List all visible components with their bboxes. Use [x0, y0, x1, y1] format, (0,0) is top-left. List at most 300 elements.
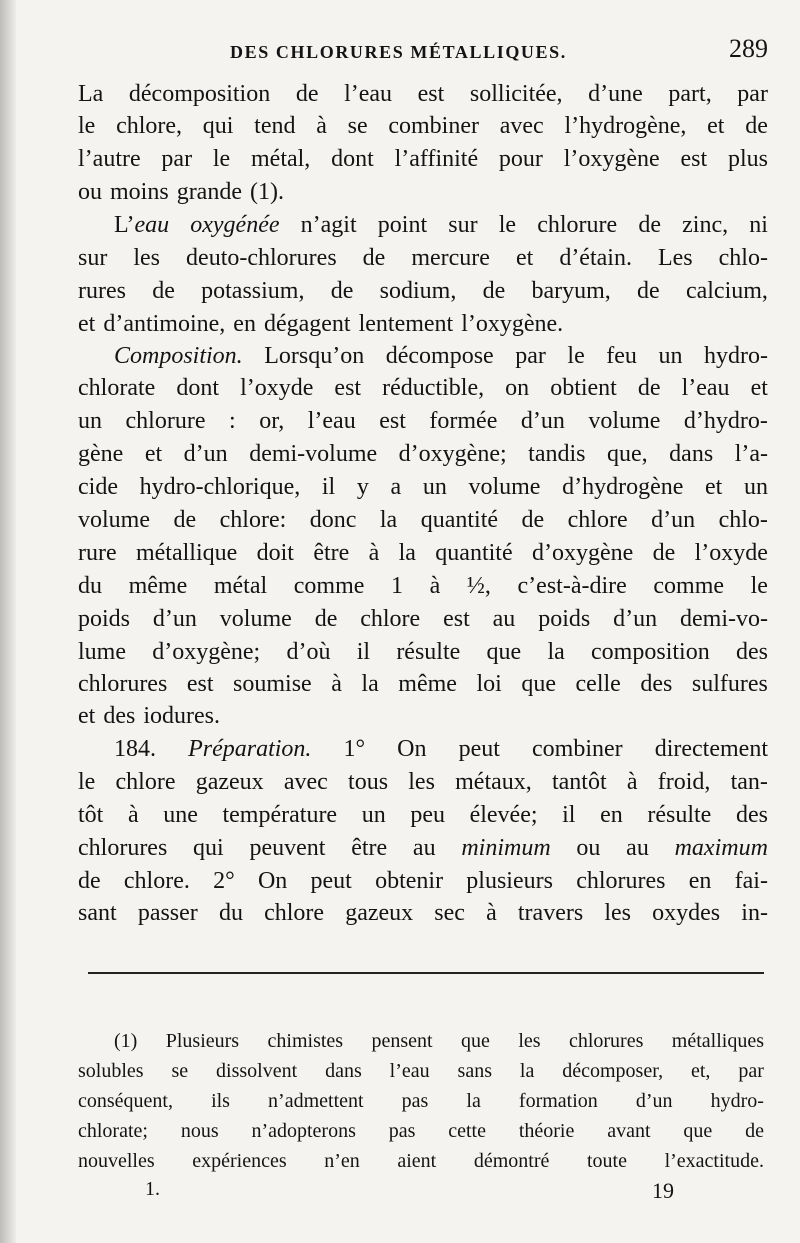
text-fragment: métaux,	[455, 769, 532, 795]
word	[176, 372, 219, 404]
text-fragment: est	[334, 375, 362, 401]
word	[138, 897, 198, 929]
word	[369, 537, 380, 569]
word	[78, 668, 167, 700]
text-fragment: dégagent	[263, 311, 351, 337]
text-fragment: on	[505, 375, 530, 401]
word	[591, 636, 710, 668]
word	[140, 471, 301, 503]
word	[564, 143, 660, 175]
italic-fragment: oxygénée	[190, 212, 280, 238]
word	[201, 275, 304, 307]
text-fragment: point	[377, 212, 428, 238]
text-line	[78, 733, 768, 765]
word	[461, 308, 563, 340]
page-header	[78, 30, 768, 70]
word	[78, 438, 123, 470]
text-fragment: volume	[78, 507, 150, 533]
text-fragment: d’hydrogène	[562, 474, 684, 500]
word	[522, 504, 545, 536]
word	[316, 110, 327, 142]
word	[519, 1116, 575, 1146]
word	[550, 372, 617, 404]
word	[627, 766, 638, 798]
word	[110, 176, 169, 208]
text-fragment: chlorures	[78, 671, 168, 697]
word	[515, 340, 546, 372]
word	[152, 275, 175, 307]
word	[470, 78, 563, 110]
text-fragment: solubles	[78, 1060, 144, 1082]
word	[562, 1056, 663, 1086]
text-fragment: sulfures	[691, 671, 768, 697]
text-fragment: demi-volume	[249, 441, 378, 467]
text-line	[78, 110, 768, 142]
text-fragment: sant	[78, 900, 117, 926]
text-fragment: (1).	[249, 179, 284, 205]
word	[133, 242, 160, 274]
text-fragment: quantité	[420, 507, 499, 533]
word	[171, 1056, 188, 1086]
word	[434, 897, 465, 929]
text-fragment: pour	[498, 146, 543, 172]
word	[268, 1086, 364, 1116]
text-fragment: chlorate;	[78, 1120, 148, 1142]
word	[516, 242, 533, 274]
text-fragment: de	[295, 81, 319, 107]
word	[128, 799, 139, 831]
text-fragment: que	[521, 671, 556, 697]
text-fragment: à	[626, 769, 638, 795]
text-line	[78, 405, 768, 437]
text-fragment: à	[368, 540, 380, 566]
text-fragment: à	[429, 573, 441, 599]
word	[78, 1116, 148, 1146]
text-fragment: de	[152, 278, 175, 304]
word	[486, 897, 497, 929]
word	[655, 733, 768, 765]
text-fragment: chlore,	[116, 113, 183, 139]
word	[78, 700, 95, 732]
text-fragment: une	[163, 802, 198, 828]
text-fragment: pas	[401, 1090, 429, 1112]
text-fragment: d’un	[520, 408, 565, 434]
text-fragment: sur	[78, 245, 108, 271]
text-fragment: composition	[591, 639, 710, 665]
text-line	[78, 143, 768, 175]
text-fragment: d’un	[635, 1090, 673, 1112]
word	[435, 537, 512, 569]
word	[682, 372, 730, 404]
word	[153, 603, 197, 635]
signature-mark-right: 19	[652, 1178, 674, 1203]
word	[362, 799, 386, 831]
word	[186, 242, 337, 274]
text-fragment: lentement	[358, 311, 454, 337]
footnote-line	[78, 1146, 764, 1176]
word	[562, 471, 683, 503]
word	[78, 504, 150, 536]
word	[505, 372, 529, 404]
word	[588, 78, 643, 110]
text-fragment: passer	[137, 900, 198, 926]
word	[145, 438, 162, 470]
text-line	[78, 438, 768, 470]
signature-mark-left: 1.	[145, 1178, 160, 1200]
word	[371, 1026, 432, 1056]
text-fragment: des	[640, 671, 673, 697]
text-fragment: n’adopterons	[251, 1120, 356, 1142]
text-fragment: volume	[588, 408, 661, 434]
text-fragment: au	[412, 835, 436, 861]
text-fragment: est	[379, 408, 406, 434]
word	[576, 832, 600, 864]
text-fragment: est	[186, 671, 214, 697]
text-fragment: part,	[668, 81, 712, 107]
word	[78, 1056, 144, 1086]
word	[719, 242, 768, 274]
text-fragment: chlore	[264, 900, 325, 926]
word	[257, 537, 294, 569]
word	[680, 603, 768, 635]
text-fragment: tandis	[528, 441, 586, 467]
text-fragment: nous	[180, 1120, 219, 1142]
italic-fragment: minimum	[461, 835, 551, 861]
text-fragment: il	[562, 802, 576, 828]
text-fragment: doit	[256, 540, 294, 566]
word	[331, 275, 354, 307]
word	[161, 143, 192, 175]
word	[114, 340, 243, 372]
text-fragment: in-	[741, 900, 768, 926]
text-fragment: à	[331, 671, 342, 697]
word	[531, 275, 610, 307]
word	[259, 405, 284, 437]
text-fragment: d’antimoine,	[103, 311, 226, 337]
text-fragment: il	[356, 639, 371, 665]
word	[559, 242, 632, 274]
word	[220, 603, 292, 635]
word	[325, 1056, 362, 1086]
text-fragment: lume	[78, 639, 126, 665]
text-fragment: cette	[448, 1120, 486, 1142]
word	[682, 209, 728, 241]
word	[378, 209, 427, 241]
word	[192, 1146, 286, 1176]
word	[78, 275, 126, 307]
word	[711, 1086, 764, 1116]
word	[136, 537, 237, 569]
text-fragment: chlorure	[537, 212, 618, 238]
word	[240, 372, 313, 404]
word	[78, 78, 103, 110]
word	[399, 537, 416, 569]
word	[163, 799, 198, 831]
text-fragment: chlore	[567, 507, 628, 533]
text-fragment: d’étain.	[559, 245, 632, 271]
text-fragment: plus	[727, 146, 768, 172]
word	[126, 405, 206, 437]
word	[647, 799, 711, 831]
text-fragment: et,	[691, 1060, 711, 1082]
text-line	[78, 832, 768, 864]
text-fragment: ou	[576, 835, 601, 861]
text-fragment: toute	[586, 1150, 627, 1172]
text-fragment: et	[78, 703, 96, 729]
text-fragment: et	[78, 311, 96, 337]
text-fragment: or,	[259, 408, 285, 434]
text-fragment: l’eau	[681, 375, 730, 401]
word	[737, 78, 768, 110]
word	[493, 603, 516, 635]
word	[315, 603, 338, 635]
text-fragment: chlore.	[123, 868, 190, 894]
word	[588, 405, 660, 437]
text-fragment: d’un	[152, 606, 197, 632]
text-fragment: aient	[397, 1150, 437, 1172]
text-line	[78, 799, 768, 831]
text-fragment: un	[422, 474, 447, 500]
word	[500, 110, 544, 142]
text-line	[78, 865, 768, 897]
italic-fragment: Composition.	[114, 343, 243, 369]
text-fragment: et	[144, 441, 163, 467]
word	[184, 438, 228, 470]
word	[345, 897, 413, 929]
word	[78, 832, 167, 864]
word	[196, 766, 264, 798]
word	[587, 1146, 627, 1176]
word	[567, 340, 584, 372]
text-fragment: hydro-chlorique,	[139, 474, 301, 500]
word	[672, 1026, 764, 1056]
word	[707, 110, 724, 142]
text-fragment: chlore	[360, 606, 421, 632]
word	[357, 471, 369, 503]
word	[78, 537, 117, 569]
text-fragment: les	[408, 769, 435, 795]
text-fragment: réductible,	[382, 375, 485, 401]
text-fragment: l’hydrogène,	[564, 113, 687, 139]
footnote-line	[78, 1116, 764, 1146]
word	[684, 405, 768, 437]
word	[78, 110, 95, 142]
word	[731, 766, 768, 798]
word	[395, 143, 479, 175]
word	[705, 471, 722, 503]
word	[322, 471, 335, 503]
text-fragment: des	[735, 639, 768, 665]
word	[606, 340, 637, 372]
word	[418, 78, 445, 110]
text-line	[78, 700, 768, 732]
word	[607, 438, 648, 470]
text-fragment: tan-	[730, 769, 768, 795]
word	[390, 1056, 430, 1086]
text-fragment: même	[128, 573, 188, 599]
text-fragment: gène	[78, 441, 124, 467]
word	[518, 1026, 540, 1056]
word	[692, 668, 768, 700]
text-fragment: de	[482, 278, 506, 304]
word	[651, 504, 695, 536]
word	[576, 668, 621, 700]
text-fragment: peuvent	[249, 835, 326, 861]
text-line	[78, 176, 768, 208]
word	[203, 110, 234, 142]
word	[537, 209, 617, 241]
word	[429, 405, 497, 437]
text-fragment: hydro-	[710, 1090, 764, 1112]
word	[152, 636, 260, 668]
text-fragment: donc	[309, 507, 357, 533]
word	[459, 733, 500, 765]
text-fragment: métalliques	[671, 1030, 764, 1052]
text-fragment: a	[390, 474, 402, 500]
text-fragment: :	[229, 408, 236, 434]
word	[467, 570, 491, 602]
text-fragment: calcium,	[685, 278, 768, 304]
text-fragment: il	[321, 474, 336, 500]
word	[735, 438, 768, 470]
text-fragment: n’admettent	[268, 1090, 364, 1112]
text-fragment: de	[330, 278, 354, 304]
word	[499, 209, 516, 241]
word	[391, 471, 402, 503]
text-fragment: conséquent,	[78, 1090, 173, 1112]
word	[177, 176, 242, 208]
text-line	[78, 275, 768, 307]
word	[391, 570, 403, 602]
text-fragment: quantité	[435, 540, 513, 566]
text-fragment: rure	[78, 540, 117, 566]
text-fragment: combiner	[532, 736, 623, 762]
word	[359, 308, 454, 340]
text-line	[78, 504, 768, 536]
text-fragment: la	[361, 671, 379, 697]
page-number: 289	[729, 34, 768, 63]
text-fragment: sodium,	[379, 278, 457, 304]
text-fragment: comme	[293, 573, 365, 599]
word	[222, 799, 337, 831]
word	[380, 275, 457, 307]
text-fragment: chlorure	[125, 408, 206, 434]
text-fragment: peut	[458, 736, 500, 762]
word	[249, 438, 377, 470]
text-fragment: l’oxygène	[563, 146, 660, 172]
page-edge-shadow	[0, 0, 16, 1243]
text-fragment: d’un	[613, 606, 658, 632]
text-fragment: tous	[348, 769, 389, 795]
text-fragment: 2°	[213, 868, 235, 894]
word	[455, 766, 532, 798]
text-fragment: chlorate	[78, 375, 156, 401]
word	[78, 242, 107, 274]
text-fragment: de	[362, 245, 386, 271]
text-line	[78, 340, 768, 372]
text-fragment: dissolvent	[216, 1060, 298, 1082]
word	[397, 1146, 436, 1176]
text-fragment: de	[637, 375, 661, 401]
text-fragment: de	[78, 868, 101, 894]
text-fragment: volume	[219, 606, 292, 632]
word	[443, 603, 470, 635]
word	[388, 110, 479, 142]
word	[313, 537, 349, 569]
text-fragment: grande	[176, 179, 242, 205]
text-fragment: être	[351, 835, 388, 861]
text-fragment: l’oxyde	[240, 375, 314, 401]
word	[745, 1116, 764, 1146]
word	[166, 1026, 239, 1056]
word	[423, 471, 447, 503]
word	[211, 1086, 230, 1116]
text-fragment: n’agit	[300, 212, 357, 238]
word	[124, 865, 190, 897]
text-fragment: au	[626, 835, 649, 861]
text-line	[78, 570, 768, 602]
word	[399, 438, 507, 470]
text-line	[78, 308, 768, 340]
text-fragment: sec	[434, 900, 465, 926]
word	[78, 865, 101, 897]
text-fragment: théorie	[518, 1120, 575, 1142]
word	[78, 1146, 155, 1176]
word	[360, 603, 420, 635]
footnote-separator-rule	[88, 972, 764, 974]
word	[564, 110, 686, 142]
text-fragment: chlorures	[568, 1030, 644, 1052]
text-fragment: est	[443, 606, 470, 632]
text-fragment: de	[637, 278, 660, 304]
text-fragment: par	[515, 343, 546, 369]
text-fragment: par	[737, 81, 768, 107]
word	[675, 832, 768, 864]
word	[520, 1056, 534, 1086]
text-fragment: la	[519, 1060, 535, 1082]
word	[114, 209, 169, 241]
text-fragment: 1	[391, 573, 404, 599]
word	[695, 537, 768, 569]
text-fragment: dont	[176, 375, 220, 401]
text-fragment: avec	[283, 769, 328, 795]
text-fragment: fai-	[734, 868, 768, 894]
word	[375, 865, 443, 897]
word	[249, 832, 325, 864]
text-fragment: l’affinité	[394, 146, 479, 172]
text-fragment: cide	[78, 474, 118, 500]
text-fragment: que	[486, 639, 522, 665]
word	[640, 668, 672, 700]
text-fragment: formation	[518, 1090, 598, 1112]
text-line	[78, 537, 768, 569]
text-fragment: deuto-chlorures	[186, 245, 337, 271]
text-fragment: n’en	[324, 1150, 360, 1172]
text-fragment: les	[518, 1030, 541, 1052]
word	[487, 636, 522, 668]
word	[668, 78, 711, 110]
text-fragment: d’oxygène;	[152, 639, 261, 665]
word	[324, 1146, 360, 1176]
text-fragment: les	[604, 900, 631, 926]
word	[129, 570, 188, 602]
word	[78, 897, 117, 929]
word	[78, 1086, 173, 1116]
text-fragment: pensent	[371, 1030, 433, 1052]
text-fragment: volume	[468, 474, 541, 500]
text-fragment: obtient	[550, 375, 617, 401]
word	[518, 570, 627, 602]
